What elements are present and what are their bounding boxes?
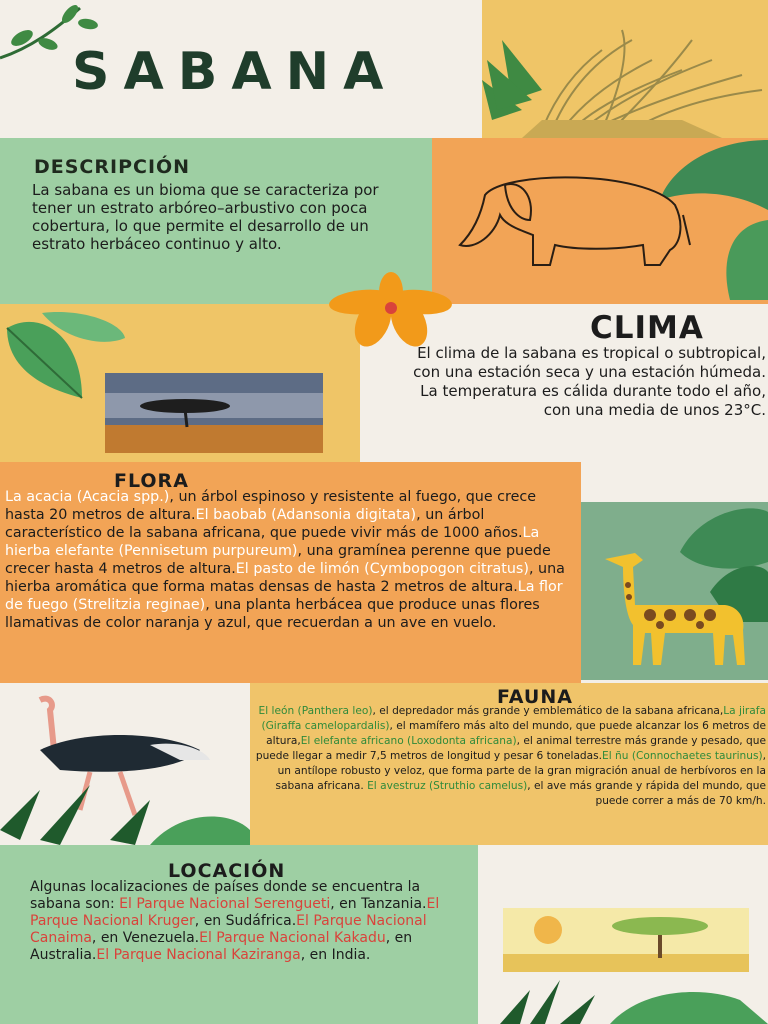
fauna-item-desc: , el mamífero más alto del mundo, que puede alcanzar los 6 metros de altura, [266,720,766,747]
fauna-item-desc: , un antílope robusto y veloz, que forma parte de la gran migración anual de herbívoros en la sabana africana. [275,750,766,792]
flora-heading: FLORA [114,470,189,492]
locacion-text [30,879,450,964]
locacion-item-desc: , en Venezuela. [91,930,200,946]
locacion-item-name: El Parque Nacional Kruger [30,896,440,929]
fauna-item-desc: , el animal terrestre más grande y pesado, que puede llegar a medir 7,5 metros de longitud y pesar 6 toneladas. [255,735,766,762]
flora-item-name: La flor de fuego (Strelitzia reginae) [5,579,563,613]
page-title: SABANA [72,42,398,102]
locacion-item-name: El Parque Nacional Kaziranga [96,947,301,963]
elephant-icon [445,165,695,270]
flora-item-name: La hierba elefante (Pennisetum purpureum) [5,525,540,559]
locacion-item-desc: , en India. [300,947,371,963]
flora-item-desc: , una planta herbácea que produce unas flores llamativas de color naranja y azul, que recuerdan a un ave en vuelo. [5,597,540,631]
flora-item-name: El baobab (Adansonia digitata) [195,507,417,523]
flora-item-name: La acacia (Acacia spp.) [5,489,170,505]
fauna-item-name: El avestruz (Struthio camelus) [367,780,528,792]
locacion-item-name: El Parque Nacional Canaima [30,913,427,946]
locacion-item-desc: , en Tanzania. [330,896,427,912]
clima-heading: CLIMA [590,310,704,346]
savanna-scene-icon [503,908,749,972]
flower-icon [325,272,455,350]
clima-text: El clima de la sabana es tropical o subtropical, con una estación seca y una estación húmeda. La temperatura es cálida durante todo el año, con una media de unos 23°C. [413,344,766,419]
fauna-text [254,704,766,809]
giraffe-icon [595,545,760,670]
fauna-item-name: El ñu (Connochaetes taurinus) [602,750,763,762]
flora-item-desc: , un árbol espinoso y resistente al fuego, que crece hasta 20 metros de altura. [5,489,537,523]
locacion-item-name: El Parque Nacional Serengueti [119,896,331,912]
grass-icon [500,970,768,1024]
flora-item-desc: , una hierba aromática que forma matas densas de hasta 2 metros de altura. [5,561,565,595]
locacion-heading: LOCACIÓN [168,860,286,882]
fauna-item-desc: , el depredador más grande y emblemático de la sabana africana, [372,705,724,717]
ostrich-icon [0,690,250,845]
grass-icon [482,20,768,138]
flora-text [5,488,579,632]
locacion-intro: Algunas localizaciones de países donde se encuentra la sabana son: [30,879,421,912]
descripcion-text: La sabana es un bioma que se caracteriza por tener un estrato arbóreo–arbustivo con poca cobertura, lo que permite el desarrollo de un estrato herbáceo continuo y alto. [32,181,379,253]
acacia-photo [105,373,323,453]
fauna-item-desc: , el ave más grande y rápida del mundo, que puede correr a más de 70 km/h. [527,780,766,807]
fauna-heading: FAUNA [497,686,573,708]
flora-item-name: El pasto de limón (Cymbopogon citratus) [235,561,529,577]
descripcion-heading: DESCRIPCIÓN [34,156,191,178]
fauna-item-name: El elefante africano (Loxodonta africana) [300,735,517,747]
flora-item-desc: , una gramínea perenne que puede crecer hasta 4 metros de altura. [5,543,551,577]
fauna-item-name: La jirafa (Giraffa camelopardalis) [261,705,766,732]
locacion-item-desc: , en Australia. [30,930,413,963]
flora-item-desc: , un árbol característico de la sabana africana, que puede vivir más de 1000 años. [5,507,523,541]
locacion-item-desc: , en Sudáfrica. [194,913,297,929]
fauna-item-name: El león (Panthera leo) [258,705,373,717]
locacion-item-name: El Parque Nacional Kakadu [199,930,386,946]
